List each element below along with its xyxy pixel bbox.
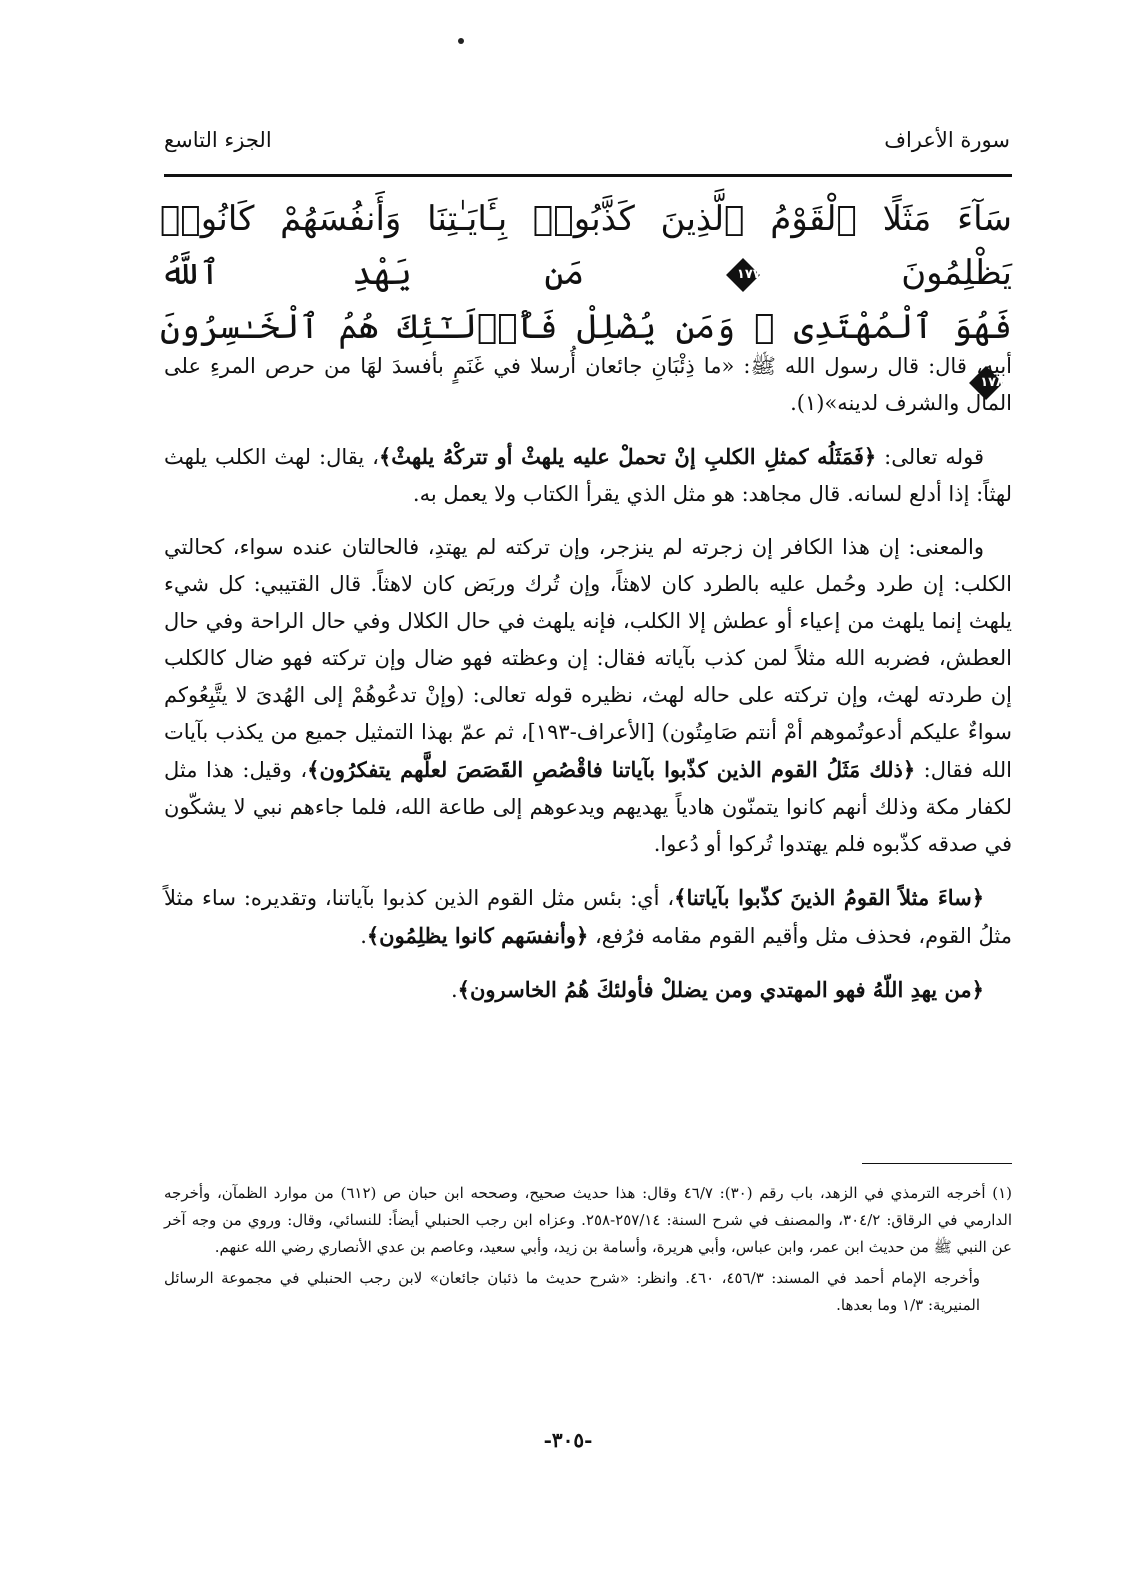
quoted-verse: ﴿من يهدِ اللّهُ فهو المهتدي ومن يضللْ فأولئكَ هُمُ الخاسرون﴾	[457, 977, 984, 1002]
verse-177-text: سَآءَ مَثَلًا ٱلْقَوْمُ ٱلَّذِينَ كَذَّبُوا۟ بِـَٔايَـٰتِنَا وَأَنفُسَهُمْ كَانُوا۟ يَظْلِمُونَ	[160, 199, 1012, 293]
text-span: .	[360, 924, 367, 948]
paragraph-5	[164, 971, 1012, 1009]
ayah-number: ١٧٧	[736, 267, 761, 282]
quoted-verse: ﴿ذلك مَثَلُ القوم الذين كذّبوا بآياتنا فاقْصُصِ القَصَصَ لعلَّهم يتفكرُون﴾	[307, 757, 916, 782]
verse-178-start: مَن يَهْدِ ٱللَّهُ	[160, 253, 585, 293]
ayah-marker-177	[725, 257, 761, 293]
footnote-rule	[862, 1163, 1012, 1164]
text-span: قوله تعالى:	[876, 445, 984, 469]
paragraph-2	[164, 438, 1012, 513]
paragraph-3	[164, 529, 1012, 863]
page-header	[164, 128, 1010, 160]
footnotes	[164, 1180, 1012, 1323]
text-span: ، وقيل: هذا مثل لكفار مكة وذلك أنهم كانوا يتمنّون هادياً يهديهم ويدعوهم إلى طاعة الله، فلما جاءهم نبي لا يشكّون في صدقه كذّبوه فلم يهتدوا تُركوا أو دُعوا.	[164, 758, 1012, 856]
quoted-verse: ﴿وأنفسَهم كانوا يظلِمُون﴾	[366, 923, 589, 948]
verse-178-text: فَهُوَ ٱلْمُهْتَدِى ۖ وَمَن يُضْلِلْ فَأُو۟لَـٰٓئِكَ هُمُ ٱلْخَـٰسِرُونَ	[160, 307, 1012, 347]
paragraph-4	[164, 879, 1012, 955]
ayah-number: ١٧٨	[980, 375, 1004, 390]
commentary-body	[164, 348, 1012, 1025]
footnote-1-continued: وأخرجه الإمام أحمد في المسند: ٤٥٦/٣، ٤٦٠. وانظر: «شرح حديث ما ذئبان جائعان» لابن رجب الحنبلي في مجموعة الرسائل المنيرية: ١/٣ وما بعدها.	[164, 1269, 981, 1314]
footnote-1: (١) أخرجه الترمذي في الزهد، باب رقم (٣٠): ٤٦/٧ وقال: هذا حديث صحيح، وصححه ابن حبان ص (٦١٢) من موارد الظمآن، وأخرجه الدارمي في الرقاق: ٣٠٤/٢، والمصنف في شرح السنة: ٢٥٧/١٤-٢٥٨. وعزاه ابن رجب الحنبلي أيضاً: للنسائي، وقال: وروي من وجه آخر عن النبي ﷺ من حديث ابن عمر، وابن عباس، وأبي هريرة، وأسامة بن زيد، وأبي سعيد، وعاصم بن عدي الأنصاري رضي الله عنهم.	[164, 1184, 1013, 1256]
header-rule	[164, 174, 1012, 177]
paragraph-1: أبيه، قال: قال رسول الله ﷺ: «ما ذِئْبَانِ جائعان أُرسلا في غَنَمٍ بأفسدَ لهَا من حرص المرءِ على المال والشرف لدينه»(١).	[164, 354, 1012, 415]
quoted-verse: ﴿ساءَ مثلاً القومُ الذينَ كذّبوا بآياتنا﴾	[674, 885, 984, 910]
text-span: والمعنى: إن هذا الكافر إن زجرته لم ينزجر، وإن تركته لم يهتدِ، فالحالتان عنده سواء، كحالتي الكلب: إن طرد وحُمل عليه بالطرد كان لاهثاً، وإن تُرك وربَض كان لاهثاً. قال القتيبي: كل شيء يلهث إنما يلهث من إعياء أو عطش إلا الكلب، فإنه يلهث في حال الكلال وفي حال الراحة وفي حال العطش، فضربه الله مثلاً لمن كذب بآياته فقال: إن وعظته فهو ضال وإن تركته فهو ضال كالكلب إن طردته لهث، وإن تركته على حاله لهث، نظيره قوله تعالى: (وإنْ تدعُوهُمْ إلى الهُدىَ لا يتَّبِعُوكم سواءٌ عليكم أدعوتُموهم أمْ أنتم صَامِتُون) [الأعراف-١٩٣]، ثم عمّ بهذا التمثيل جميع من يكذب بآيات الله فقال:	[164, 535, 1012, 782]
juz-title: الجزء التاسع	[164, 128, 272, 152]
surah-title: سورة الأعراف	[884, 128, 1010, 152]
quoted-verse: ﴿فَمَثَلُه كمثلِ الكلبِ إنْ تحملْ عليه يلهثْ أو تتركْهُ يلهثْ﴾	[378, 444, 877, 469]
page-number: -٣٠٥-	[543, 1428, 593, 1452]
text-span: ، يقال: لهث الكلب يلهث لهثاً: إذا أدلع لسانه. قال مجاهد: هو مثل الذي يقرأ الكتاب ولا يعمل به.	[164, 445, 1012, 506]
text-span: .	[450, 978, 458, 1002]
text-span: ، أي: بئس مثل القوم الذين كذبوا بآياتنا، وتقديره: ساء مثلاً مثلُ القوم، فحذف مثل وأقيم القوم مقامه فرُفع،	[164, 886, 1012, 948]
decorative-dot	[458, 38, 464, 44]
